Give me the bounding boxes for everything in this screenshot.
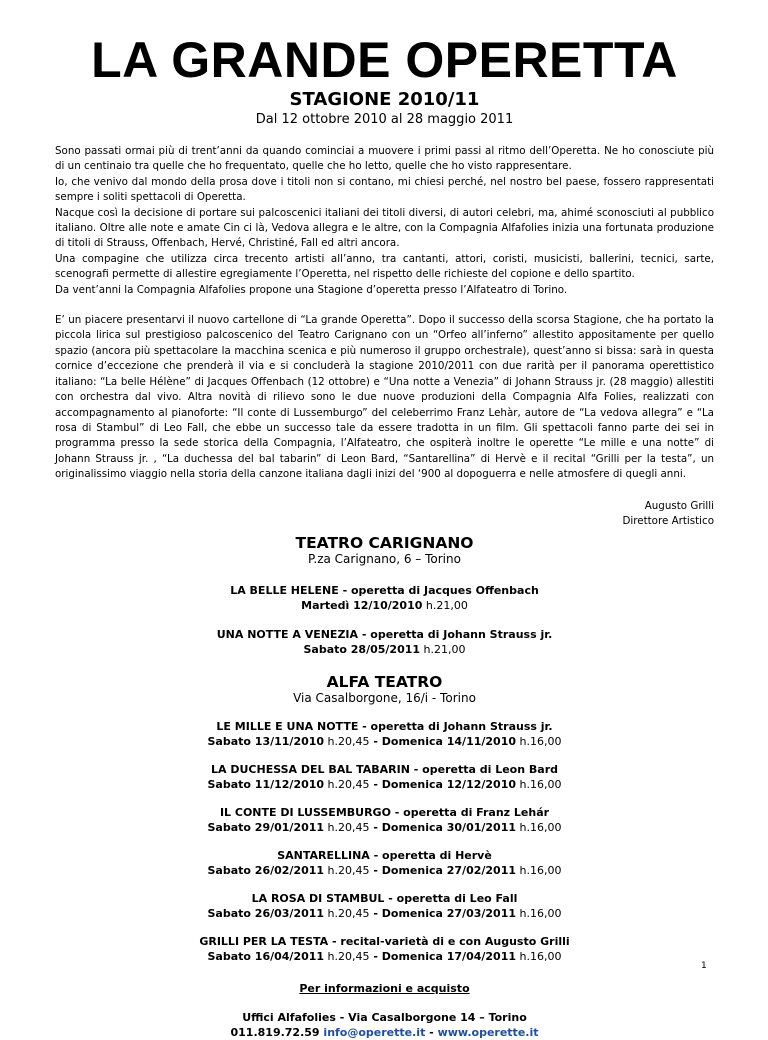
show-time: h.16,00	[516, 778, 562, 792]
intro-section	[55, 144, 714, 298]
show-date: Sabato 29/01/2011	[207, 821, 325, 835]
show-time: h.20,45	[324, 907, 370, 921]
show-title: SANTARELLINA - operetta di Hervè	[277, 849, 492, 863]
show-time: h.16,00	[516, 821, 562, 835]
intro-paragraph: Nacque così la decisione di portare sui palcoscenici italiani dei titoli diversi, di autori celebri, ma, ahimé sconosciuti al pubblico italiano. Oltre alle note e amate Cin ci là, Vedova allegra e le altre, con la Compagnia Alfafolies inizia una fortunata produzione di titoli di Strauss, Offenbach, Hervé, Christiné, Fall ed altri ancora.	[55, 206, 714, 250]
show-date: Domenica 12/12/2010	[381, 778, 517, 792]
info-phone: 011.819.72.59	[230, 1026, 320, 1040]
show-entry: LA DUCHESSA DEL BAL TABARIN - operetta di Leon Bard Sabato 11/12/2010 h.20,45 - Domenica 12/12/2010 h.16,00	[207, 763, 562, 792]
venue-address: Via Casalborgone, 16/i - Torino	[293, 691, 476, 706]
show-time: h.16,00	[516, 735, 562, 749]
show-date: Sabato 26/03/2011	[207, 907, 325, 921]
show-entry	[55, 627, 714, 657]
venue-carignano	[55, 534, 714, 657]
show-time: h.21,00	[420, 643, 466, 657]
show-title: IL CONTE DI LUSSEMBURGO - operetta di Franz Lehár	[219, 806, 550, 820]
info-email-link[interactable]: info@operette.it	[323, 1026, 426, 1040]
show-entry: LE MILLE E UNA NOTTE - operetta di Johann Strauss jr. Sabato 13/11/2010 h.20,45 - Domenica 14/11/2010 h.16,00	[207, 720, 562, 749]
show-date: Martedì 12/10/2010	[301, 599, 423, 613]
season-title: STAGIONE 2010/11	[289, 89, 480, 110]
show-title: LA DUCHESSA DEL BAL TABARIN - operetta di Leon Bard	[211, 763, 558, 777]
show-date: Sabato 16/04/2011	[207, 950, 325, 964]
info-heading: Per informazioni e acquisto	[299, 982, 470, 996]
info-website-link[interactable]: www.operette.it	[437, 1026, 539, 1040]
show-time: h.21,00	[422, 599, 468, 613]
venue-alfa	[55, 673, 714, 964]
show-entry	[55, 583, 714, 613]
info-section	[55, 981, 714, 1040]
show-time: h.20,45	[324, 950, 370, 964]
show-time: h.16,00	[516, 907, 562, 921]
show-date: Domenica 27/02/2011	[381, 864, 517, 878]
show-title: LA ROSA DI STAMBUL - operetta di Leo Fall	[251, 892, 518, 906]
show-title: LA BELLE HELENE - operetta di Jacques Offenbach	[230, 584, 539, 598]
intro-paragraph: Una compagine che utilizza circa trecento artisti all’anno, tra cantanti, attori, coristi, musicisti, ballerini, tecnici, sarte, scenografi permette di allestire egregiamente l’Operetta, nel rispetto delle richieste del copione e dello spartito.	[55, 252, 714, 281]
letter-paragraph: E’ un piacere presentarvi il nuovo cartellone di “La grande Operetta”. Dopo il successo della scorsa Stagione, che ha portato la piccola lirica sul prestigioso palcoscenico del Teatro Carignano con un “Orfeo all’inferno” allestito appositamente per quello spazio (ancora più spettacolare la macchina scenica e più numeroso il gruppo orchestrale), quest’anno si bissa: sarà in questa cornice d’eccezione che prenderà il via e si concluderà la stagione 2010/2011 con due rarità per il panorama operettistico italiano: “La belle Hélène” di Jacques Offenbach (12 ottobre) e “Una notte a Venezia” di Johann Strauss jr. (28 maggio) allestiti con orchestra dal vivo. Altra novità di rilievo sono le due nuove produzioni della Compagnia Alfa Folies, realizzati con accompagnamento al pianoforte: “Il conte di Lussemburgo” del celeberrimo Franz Lehàr, autore de “La vedova allegra” e “La rosa di Stambul” di Leo Fall, che ebbe un successo tale da essere tradotta in un film. Gli spettacoli fanno parte dei sei in programma presso la sede storica della Compagnia, l’Alfateatro, che ospiterà inoltre le operette “Le mille e una notte” di Johann Strauss jr. , “La duchessa del bal tabarin” di Leon Bard, “Santarellina” di Hervè e il recital “Grilli per la testa”, un originalissimo viaggio nella storia della canzone italiana dagli inizi del ‘900 al dopoguerra e nelle atmosfere di quegli anni.	[55, 314, 714, 481]
show-title: GRILLI PER LA TESTA - recital-varietà di e con Augusto Grilli	[199, 935, 570, 949]
show-title: LE MILLE E UNA NOTTE - operetta di Johann Strauss jr.	[216, 720, 553, 734]
show-date: Sabato 13/11/2010	[207, 735, 325, 749]
show-time: h.16,00	[516, 864, 562, 878]
show-date: Domenica 27/03/2011	[381, 907, 517, 921]
intro-paragraph: Da vent’anni la Compagnia Alfafolies propone una Stagione d’operetta presso l’Alfateatro di Torino.	[55, 283, 568, 296]
show-entry: GRILLI PER LA TESTA - recital-varietà di e con Augusto Grilli Sabato 16/04/2011 h.20,45 - Domenica 17/04/2011 h.16,00	[199, 935, 570, 964]
venue-name: ALFA TEATRO	[326, 673, 443, 692]
show-entry: LA ROSA DI STAMBUL - operetta di Leo Fall Sabato 26/03/2011 h.20,45 - Domenica 27/03/2011 h.16,00	[207, 892, 562, 921]
season-dates: Dal 12 ottobre 2010 al 28 maggio 2011	[255, 112, 514, 127]
venue-address: P.za Carignano, 6 – Torino	[308, 552, 461, 567]
show-date: Sabato 28/05/2011	[303, 643, 421, 657]
show-date: Domenica 30/01/2011	[381, 821, 517, 835]
show-time: h.16,00	[516, 950, 562, 964]
signature-role: Direttore Artistico	[622, 514, 714, 527]
page-number: 1	[701, 961, 707, 971]
show-title: UNA NOTTE A VENEZIA - operetta di Johann Strauss jr.	[216, 628, 553, 642]
show-date: Sabato 26/02/2011	[207, 864, 325, 878]
show-entry: IL CONTE DI LUSSEMBURGO - operetta di Franz Lehár Sabato 29/01/2011 h.20,45 - Domenica 30/01/2011 h.16,00	[207, 806, 562, 835]
show-date: Domenica 14/11/2010	[381, 735, 517, 749]
show-time: h.20,45	[324, 864, 370, 878]
show-time: h.20,45	[324, 735, 370, 749]
show-date: Sabato 11/12/2010	[207, 778, 325, 792]
intro-paragraph: Sono passati ormai più di trent’anni da quando cominciai a muovere i primi passi al ritmo dell’Operetta. Ne ho conosciute più di un centinaio tra quelle che ho frequentato, quelle che ho letto, quelle che ho visto rappresentare.	[55, 145, 714, 173]
info-office: Uffici Alfafolies - Via Casalborgone 14 – Torino	[242, 1011, 527, 1025]
signature	[55, 499, 714, 530]
main-title: LA GRANDE OPERETTA	[91, 32, 678, 88]
intro-paragraph: Io, che venivo dal mondo della prosa dove i titoli non si contano, mi chiesi perché, nel nostro bel paese, fossero rappresentati sempre i soliti spettacoli di Operetta.	[55, 175, 714, 204]
document-page	[55, 0, 714, 1040]
signature-name: Augusto Grilli	[644, 499, 714, 512]
info-contacts	[55, 1025, 714, 1040]
info-separator: -	[425, 1026, 438, 1040]
show-time: h.20,45	[324, 821, 370, 835]
venue-name: TEATRO CARIGNANO	[295, 534, 474, 553]
show-time: h.20,45	[324, 778, 370, 792]
show-date: Domenica 17/04/2011	[381, 950, 517, 964]
show-entry: SANTARELLINA - operetta di Hervè Sabato 26/02/2011 h.20,45 - Domenica 27/02/2011 h.16,00	[207, 849, 562, 878]
